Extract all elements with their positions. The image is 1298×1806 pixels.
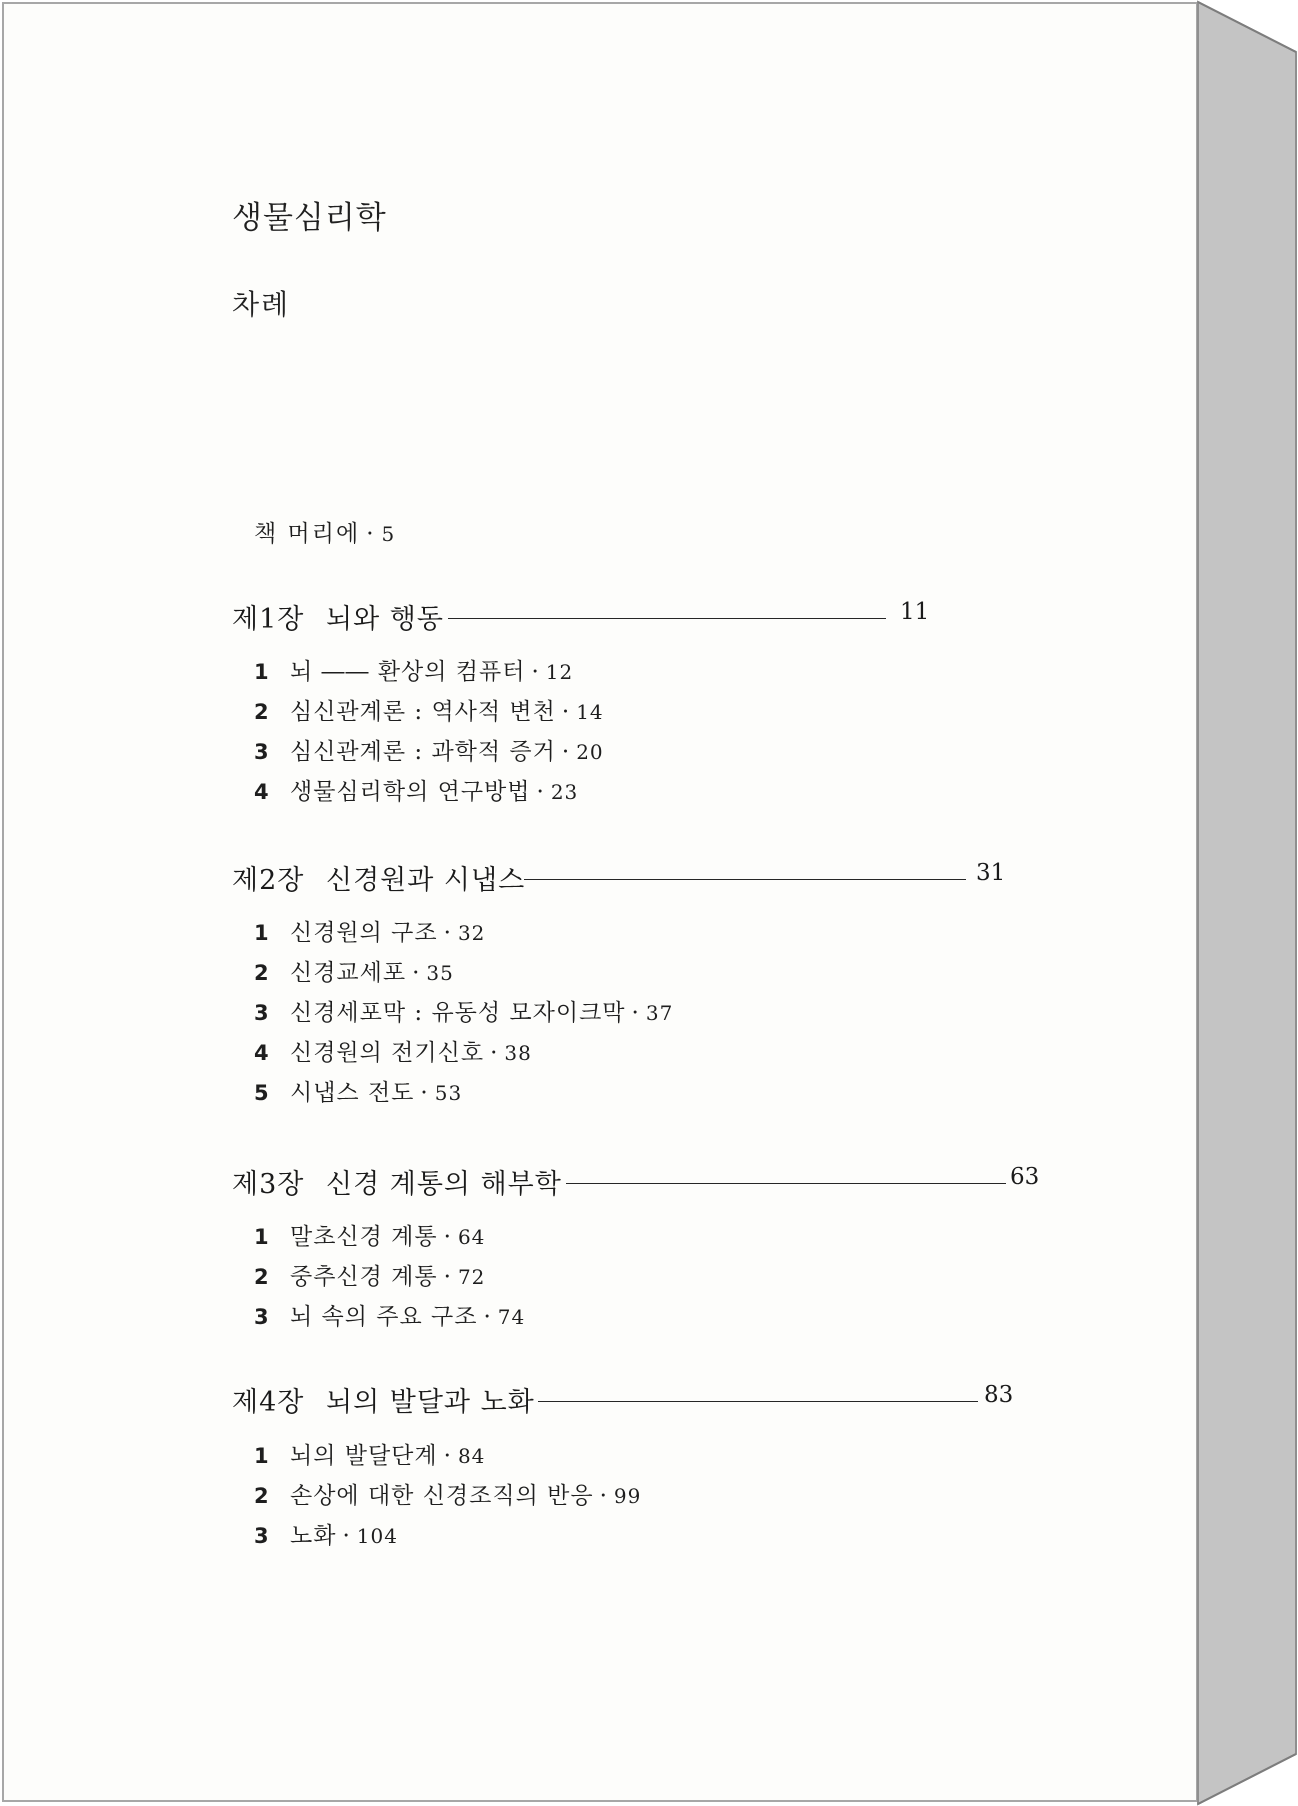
section-dot: · [561,739,571,765]
section-2-2[interactable] [254,954,454,987]
section-2-1[interactable] [254,914,485,947]
leader-line [524,879,966,880]
section-1-3[interactable] [254,733,604,766]
chapter-number: 제4장 [232,1387,305,1418]
section-dot: · [443,1224,452,1250]
section-title: 신경원의 전기신호 [290,1040,485,1066]
section-4-1[interactable] [254,1437,485,1470]
section-3-2[interactable] [254,1258,485,1291]
preface-label: 책 머리에 [254,521,361,547]
section-4-2[interactable] [254,1477,641,1510]
section-dot: · [420,1080,429,1106]
section-page: 14 [576,700,604,724]
section-title: 노화 [290,1523,337,1549]
preface-page: 5 [381,522,397,546]
section-page: 72 [457,1265,486,1289]
section-1-1[interactable] [254,653,573,686]
leader-line [538,1401,978,1402]
leader-line [566,1183,1006,1184]
section-dot: · [531,659,540,685]
toc-heading: 차례 [232,288,291,321]
section-number: 3 [254,1001,270,1025]
section-number: 1 [254,1225,270,1249]
section-3-1[interactable] [254,1218,485,1251]
section-number: 2 [254,1265,270,1289]
section-2-3[interactable] [254,994,673,1027]
section-title: 뇌 ―― 환상의 컴퓨터 [290,659,526,685]
chapter-number: 제3장 [232,1169,305,1200]
section-dot: · [536,779,545,805]
section-2-5[interactable] [254,1074,462,1107]
section-page: 37 [645,1001,674,1025]
section-number: 5 [254,1081,270,1105]
section-page: 38 [504,1041,532,1065]
section-number: 1 [254,660,270,684]
section-title: 심신관계론 : 역사적 변천 [290,699,556,725]
chapter-page: 83 [984,1382,1014,1408]
chapter-title: 뇌의 발달과 노화 [326,1387,535,1418]
section-title: 생물심리학의 연구방법 [290,779,531,805]
section-number: 2 [254,961,270,985]
section-page: 104 [356,1524,398,1548]
section-title: 뇌 속의 주요 구조 [290,1304,478,1330]
section-title: 말초신경 계통 [290,1224,438,1250]
section-2-4[interactable] [254,1034,532,1067]
book-title: 생물심리학 [232,200,387,236]
section-page: 99 [613,1484,642,1508]
section-dot: · [631,1000,640,1026]
section-title: 손상에 대한 신경조직의 반응 [290,1483,594,1509]
chapter-number: 제1장 [232,604,305,635]
chapter-title: 신경 계통의 해부학 [326,1169,562,1200]
section-page: 84 [457,1444,486,1468]
chapter-number: 제2장 [232,865,305,896]
section-1-2[interactable] [254,693,604,726]
section-page: 74 [497,1305,526,1329]
section-4-3[interactable] [254,1517,398,1550]
section-title: 신경교세포 [290,960,407,986]
chapter-title: 신경원과 시냅스 [326,865,526,896]
section-number: 3 [254,1524,270,1548]
section-number: 3 [254,740,270,764]
section-dot: · [483,1304,492,1330]
section-page: 53 [434,1081,463,1105]
section-dot: · [490,1040,499,1066]
section-dot: · [561,699,571,725]
section-number: 1 [254,1444,270,1468]
section-title: 심신관계론 : 과학적 증거 [290,739,556,765]
preface-dot: · [366,521,376,547]
section-number: 3 [254,1305,270,1329]
section-title: 뇌의 발달단계 [290,1443,438,1469]
section-number: 2 [254,700,270,724]
section-number: 1 [254,921,270,945]
section-dot: · [412,960,421,986]
chapter-page: 63 [1010,1164,1040,1190]
chapter-page: 31 [976,860,1006,886]
section-dot: · [443,1443,452,1469]
chapter-title: 뇌와 행동 [326,604,444,635]
section-number: 4 [254,1041,270,1065]
section-page: 32 [457,921,486,945]
section-page: 23 [550,780,579,804]
section-number: 2 [254,1484,270,1508]
section-title: 중추신경 계통 [290,1264,438,1290]
section-dot: · [443,920,452,946]
section-page: 35 [426,961,454,985]
section-number: 4 [254,780,270,804]
section-dot: · [342,1523,351,1549]
chapter-page: 11 [900,599,930,625]
section-title: 신경원의 구조 [290,920,438,946]
leader-line [448,618,886,619]
section-title: 신경세포막 : 유동성 모자이크막 [290,1000,626,1026]
section-title: 시냅스 전도 [290,1080,415,1106]
section-1-4[interactable] [254,773,578,806]
section-page: 20 [576,740,604,764]
section-page: 12 [545,660,574,684]
preface-entry[interactable] [254,515,396,548]
section-dot: · [599,1483,608,1509]
section-3-3[interactable] [254,1298,525,1331]
spine-face [1198,2,1296,1804]
section-page: 64 [457,1225,486,1249]
section-dot: · [443,1264,452,1290]
